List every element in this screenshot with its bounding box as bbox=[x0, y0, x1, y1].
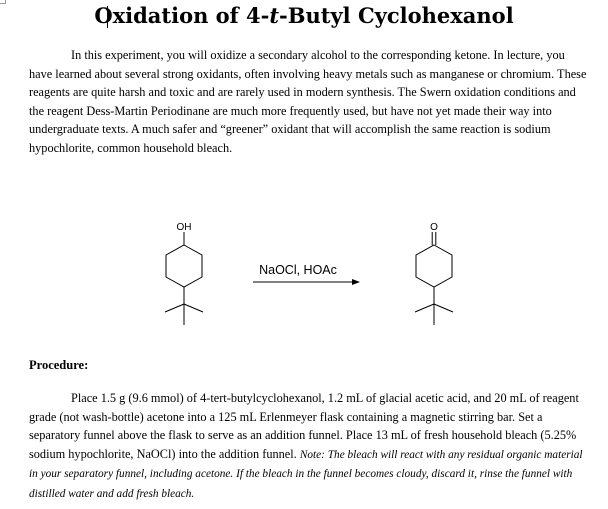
reactant-structure bbox=[165, 232, 203, 325]
reaction-scheme bbox=[0, 212, 608, 337]
carbonyl-oxygen-label: O bbox=[430, 222, 438, 233]
procedure-note: Note: The bleach will react with any residual organic material in your separatory funnel, including acetone. If the bleach in the funnel becomes cloudy, discard it, rinse the funnel with distilled water and add fresh bleach. bbox=[29, 448, 583, 500]
page-title bbox=[0, 3, 608, 28]
product-structure bbox=[415, 232, 453, 325]
hydroxyl-label: OH bbox=[176, 222, 192, 233]
procedure-heading: Procedure: bbox=[29, 358, 89, 372]
title-italic: t bbox=[269, 3, 280, 28]
title-suffix: -Butyl Cyclohexanol bbox=[279, 3, 514, 28]
intro-paragraph: In this experiment, you will oxidize a secondary alcohol to the corresponding ketone. In lecture, you have learned about several strong oxidants, often involving heavy metals such as manganese or chromium. These reagents are quite harsh and toxic and are rarely used in modern synthesis. The Swern oxidation conditions and the reagent Dess-Martin Periodinane are much more frequently used, but have not yet made their way into undergraduate texts. A much safer and “greener” oxidant that will accomplish the same reaction is sodium hypochlorite, common household bleach. bbox=[29, 48, 587, 155]
title-prefix: Oxidation of 4- bbox=[94, 3, 270, 28]
reagent-label: NaOCl, HOAc bbox=[259, 263, 337, 277]
procedure-paragraph bbox=[29, 389, 589, 503]
reaction-arrow bbox=[253, 279, 360, 285]
procedure-text: Place 1.5 g (9.6 mmol) of 4-tert-butylcyclohexanol, 1.2 mL of glacial acetic acid, and 20 mL of reagent grade (not wash-bottle) acetone into a 125 mL Erlenmeyer flask containing a magnetic stirring bar. Set a separatory funnel above the flask to serve as an addition funnel. Place 13 mL of fresh household bleach (5.25% sodium hypochlorite, NaOCl) into the addition funnel. bbox=[29, 391, 579, 461]
